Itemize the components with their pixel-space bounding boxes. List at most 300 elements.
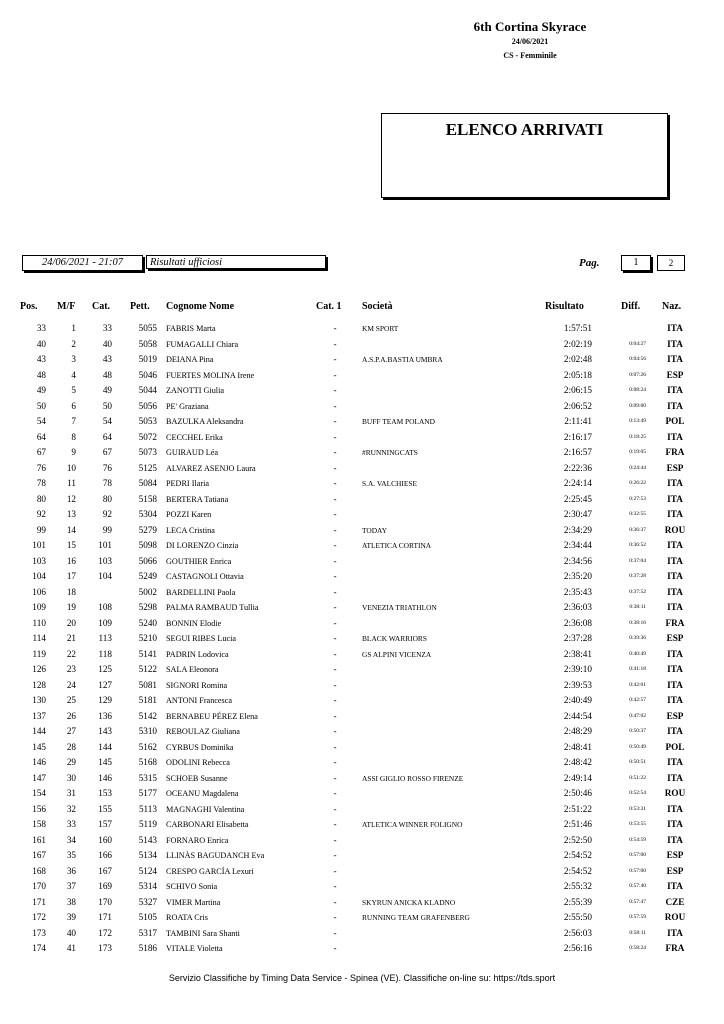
cell-risultato: 2:38:41 (563, 648, 592, 659)
table-row (0, 538, 724, 554)
cell-name: ANTONI Francesca (166, 696, 233, 705)
cell-pos: 168 (32, 865, 46, 876)
cell-pos: 48 (36, 369, 46, 380)
cell-cat: 104 (98, 571, 112, 581)
cell-name: DEIANA Pina (166, 355, 214, 364)
cell-pos: 64 (36, 431, 46, 442)
cell-cat1: - (333, 633, 337, 643)
cell-cat1: - (333, 400, 337, 411)
cell-pos: 126 (32, 664, 46, 674)
cell-diff: 0:36:37 (629, 526, 646, 533)
cell-mf: 27 (66, 726, 76, 736)
cell-pos: 156 (32, 803, 46, 814)
cell-naz: POL (665, 741, 685, 752)
cell-pett: 5125 (138, 462, 157, 473)
event-category: CS - Femminile (503, 51, 557, 60)
cell-cat: 155 (98, 803, 112, 814)
col-header-cat1: Cat. 1 (316, 301, 342, 312)
cell-diff: 0:24:44 (629, 464, 646, 471)
table-row (0, 554, 724, 570)
cell-pos: 130 (32, 695, 46, 705)
cell-pett: 5002 (138, 586, 157, 597)
cell-cat: 92 (102, 509, 112, 519)
cell-mf: 36 (66, 865, 76, 876)
table-row (0, 910, 724, 926)
cell-cat1: - (333, 354, 337, 364)
cell-cat1: - (333, 741, 337, 752)
cell-pett: 5055 (138, 323, 157, 333)
cell-cat1: - (333, 664, 337, 674)
page-number: 1 (621, 255, 651, 271)
cell-cat: 49 (102, 385, 112, 395)
cell-pos: 43 (36, 354, 46, 364)
table-row (0, 445, 724, 461)
cell-pos: 128 (32, 679, 46, 690)
cell-name: BAZULKA Aleksandra (166, 417, 244, 426)
cell-naz: ITA (667, 757, 683, 767)
cell-risultato: 2:24:14 (563, 478, 592, 488)
cell-naz: ROU (664, 788, 686, 798)
cell-diff: 0:38:16 (629, 619, 646, 626)
page-label: Pag. (579, 257, 600, 269)
cell-pett: 5124 (138, 865, 157, 876)
cell-mf: 14 (66, 524, 76, 535)
cell-risultato: 2:48:29 (563, 726, 592, 736)
cell-name: BARDELLINI Paola (166, 587, 236, 597)
cell-pett: 5168 (138, 757, 157, 767)
footer: Servizio Classifiche by Timing Data Service - Spinea (VE). Classifiche on-line su: https://tds.sport (168, 973, 556, 983)
cell-naz: ITA (667, 555, 683, 566)
cell-name: SALA Eleonora (166, 665, 219, 674)
cell-mf: 26 (66, 710, 76, 721)
cell-naz: ESP (666, 633, 684, 643)
cell-societa: RUNNING TEAM GRAFENBERG (362, 913, 470, 922)
table-row (0, 879, 724, 895)
cell-mf: 19 (66, 602, 76, 612)
cell-diff: 0:04:27 (629, 340, 646, 347)
cell-risultato: 2:34:44 (563, 540, 592, 550)
cell-cat: 171 (98, 912, 112, 922)
cell-naz: ESP (666, 462, 684, 473)
cell-risultato: 2:05:18 (563, 369, 592, 380)
cell-name: POZZI Karen (166, 510, 212, 519)
cell-pos: 114 (32, 633, 46, 643)
cell-cat1: - (333, 571, 337, 581)
cell-cat: 153 (98, 788, 112, 798)
cell-cat1: - (333, 912, 337, 922)
cell-name: LLINÀS BAGUDANCH Eva (166, 851, 265, 860)
cell-risultato: 2:54:52 (563, 865, 592, 876)
col-header-diff: Diff. (621, 301, 641, 312)
cell-pett: 5122 (138, 664, 157, 674)
cell-pett: 5186 (138, 943, 157, 953)
cell-mf: 12 (66, 493, 76, 504)
cell-name: REBOULAZ Giuliana (166, 727, 240, 736)
cell-naz: ITA (667, 323, 683, 333)
cell-pett: 5019 (138, 354, 157, 364)
cell-cat: 76 (102, 462, 112, 473)
cell-pett: 5073 (138, 447, 157, 457)
cell-societa: SKYRUN ANICKA KLADNO (362, 897, 456, 907)
cell-pos: 33 (36, 323, 46, 333)
cell-diff: 0:26:22 (629, 480, 646, 486)
cell-risultato: 2:48:42 (563, 757, 592, 767)
cell-diff: 0:18:25 (629, 433, 646, 440)
table-row (0, 941, 724, 957)
cell-naz: ITA (667, 493, 683, 504)
cell-naz: FRA (665, 447, 685, 457)
cell-pos: 146 (32, 757, 46, 767)
cell-mf: 39 (66, 912, 76, 922)
cell-pos: 104 (32, 571, 46, 581)
cell-pett: 5113 (138, 803, 157, 814)
cell-name: MAGNAGHI Valentina (166, 804, 245, 814)
cell-cat1: - (333, 509, 337, 519)
cell-name: ALVAREZ ASENJO Laura (166, 463, 256, 473)
cell-pos: 106 (32, 586, 46, 597)
cell-name: SEGUI RIBES Lucia (166, 634, 237, 643)
cell-diff: 0:51:22 (629, 774, 646, 781)
cell-risultato: 2:39:10 (563, 664, 592, 674)
cell-risultato: 2:36:08 (563, 617, 592, 628)
cell-risultato: 2:44:54 (563, 710, 592, 721)
cell-societa: KM SPORT (362, 324, 399, 333)
cell-cat: 173 (98, 943, 112, 953)
cell-mf: 28 (66, 741, 76, 752)
cell-societa: GS ALPINI VICENZA (362, 649, 432, 659)
cell-name: ROATA Cris (166, 913, 208, 922)
cell-mf: 20 (66, 617, 76, 628)
table-row (0, 414, 724, 430)
cell-naz: ITA (667, 602, 683, 612)
table-row (0, 895, 724, 911)
cell-mf: 38 (66, 896, 76, 907)
cell-diff: 0:53:31 (629, 805, 646, 812)
cell-mf: 18 (66, 586, 76, 597)
cell-diff: 0:04:56 (629, 356, 646, 362)
col-header-cat: Cat. (92, 301, 111, 312)
cell-cat1: - (333, 679, 337, 690)
cell-mf: 17 (66, 571, 76, 581)
cell-diff: 0:40:49 (629, 650, 646, 657)
cell-mf: 40 (66, 927, 76, 938)
cell-pos: 76 (36, 462, 46, 473)
cell-diff: 0:07:26 (629, 371, 646, 378)
cell-name: FORNARO Enrica (166, 835, 229, 845)
cell-mf: 3 (71, 354, 76, 364)
cell-diff: 0:54:59 (629, 836, 646, 843)
cell-name: SCHOEB Susanne (166, 773, 228, 783)
cell-mf: 8 (71, 431, 76, 442)
cell-diff: 0:08:24 (629, 387, 646, 393)
cell-risultato: 2:51:46 (563, 819, 592, 829)
cell-cat: 50 (102, 400, 112, 411)
cell-naz: ITA (667, 400, 683, 411)
cell-societa: BUFF TEAM POLAND (362, 417, 435, 426)
cell-cat: 129 (98, 695, 112, 705)
cell-cat: 172 (98, 927, 112, 938)
cell-pett: 5249 (138, 571, 157, 581)
cell-pos: 99 (36, 524, 46, 535)
cell-cat: 169 (98, 881, 112, 891)
cell-name: BERTERA Tatiana (166, 494, 229, 504)
cell-mf: 7 (71, 416, 76, 426)
cell-risultato: 2:06:15 (563, 385, 592, 395)
cell-cat1: - (333, 385, 337, 395)
cell-cat: 157 (98, 819, 112, 829)
cell-pett: 5105 (138, 912, 157, 922)
cell-diff: 0:37:52 (629, 588, 646, 595)
cell-mf: 13 (66, 509, 76, 519)
cell-risultato: 2:02:48 (563, 354, 592, 364)
cell-name: CASTAGNOLI Ottavia (166, 572, 244, 581)
cell-cat1: - (333, 803, 337, 814)
cell-mf: 10 (66, 462, 76, 473)
cell-cat: 144 (98, 741, 112, 752)
cell-pos: 145 (32, 741, 46, 752)
cell-risultato: 2:54:52 (563, 850, 592, 860)
cell-pett: 5142 (138, 710, 157, 721)
cell-risultato: 2:50:46 (563, 788, 592, 798)
elenco-title-box (381, 113, 668, 198)
cell-cat: 33 (102, 323, 112, 333)
elenco-title: ELENCO ARRIVATI (445, 120, 604, 139)
cell-cat1: - (333, 617, 337, 628)
cell-cat1: - (333, 850, 337, 860)
cell-naz: FRA (665, 943, 685, 953)
cell-pos: 173 (32, 927, 46, 938)
cell-mf: 25 (66, 695, 76, 705)
cell-mf: 32 (66, 803, 76, 814)
page-total: 2 (657, 255, 685, 271)
cell-pett: 5298 (138, 602, 157, 612)
cell-diff: 0:50:49 (629, 743, 646, 750)
cell-pos: 154 (32, 788, 46, 798)
cell-societa: TODAY (362, 525, 388, 535)
cell-pett: 5210 (138, 633, 157, 643)
cell-name: ODOLINI Rebecca (166, 758, 230, 767)
cell-pos: 172 (32, 912, 46, 922)
cell-mf: 30 (66, 772, 76, 783)
cell-cat1: - (333, 555, 337, 566)
cell-naz: POL (665, 416, 685, 426)
cell-mf: 24 (66, 679, 76, 690)
cell-cat: 40 (102, 338, 112, 349)
cell-risultato: 1:57:51 (563, 323, 592, 333)
cell-risultato: 2:16:57 (563, 447, 592, 457)
cell-cat1: - (333, 695, 337, 705)
cell-pett: 5066 (138, 555, 157, 566)
cell-societa: A.S.P.A.BASTIA UMBRA (362, 355, 443, 364)
cell-risultato: 2:55:50 (563, 912, 592, 922)
cell-name: DI LORENZO Cinzia (166, 541, 239, 550)
cell-societa: ATLETICA CORTINA (362, 541, 432, 550)
cell-name: PADRIN Lodovica (166, 649, 229, 659)
table-row (0, 399, 724, 415)
cell-mf: 35 (66, 850, 76, 860)
cell-cat1: - (333, 726, 337, 736)
cell-naz: ESP (666, 865, 684, 876)
cell-pett: 5304 (138, 509, 157, 519)
table-row (0, 755, 724, 771)
cell-diff: 0:38:11 (629, 604, 646, 610)
cell-cat1: - (333, 462, 337, 473)
cell-societa: #RUNNINGCATS (362, 448, 418, 457)
cell-name: PEDRI Ilaria (166, 479, 209, 488)
cell-cat: 99 (102, 524, 112, 535)
cell-mf: 15 (66, 540, 76, 550)
cell-pett: 5240 (138, 617, 157, 628)
cell-naz: ITA (667, 478, 683, 488)
table-row (0, 864, 724, 880)
event-title: 6th Cortina Skyrace (473, 19, 587, 34)
cell-cat: 113 (98, 633, 112, 643)
cell-cat: 108 (98, 602, 112, 612)
cell-naz: CZE (665, 896, 685, 907)
cell-name: ZANOTTI Giulia (166, 386, 224, 395)
cell-pos: 147 (32, 772, 46, 783)
table-row (0, 368, 724, 384)
cell-diff: 0:58:11 (629, 929, 646, 936)
cell-diff: 0:57:00 (629, 852, 646, 858)
cell-pett: 5072 (138, 431, 157, 442)
cell-pos: 101 (32, 540, 46, 550)
cell-pett: 5119 (138, 819, 157, 829)
cell-diff: 0:47:02 (629, 712, 646, 719)
table-row (0, 926, 724, 942)
cell-pett: 5310 (138, 726, 157, 736)
cell-pos: 40 (36, 338, 46, 349)
cell-cat1: - (333, 602, 337, 612)
cell-societa: ATLETICA WINNER FOLIGNO (362, 820, 463, 829)
cell-naz: ESP (666, 369, 684, 380)
cell-pett: 5143 (138, 834, 157, 845)
cell-cat1: - (333, 896, 337, 907)
cell-mf: 4 (71, 369, 76, 380)
table-row (0, 631, 724, 647)
table-row (0, 585, 724, 601)
cell-risultato: 2:56:16 (563, 943, 592, 953)
cell-risultato: 2:55:32 (563, 881, 592, 891)
cell-naz: ITA (667, 571, 683, 581)
cell-diff: 0:39:36 (629, 635, 646, 641)
cell-naz: ITA (667, 679, 683, 690)
cell-risultato: 2:39:53 (563, 679, 592, 690)
cell-naz: ESP (666, 710, 684, 721)
table-row (0, 321, 724, 337)
table-row (0, 647, 724, 663)
cell-societa: S.A. VALCHIESE (362, 479, 417, 488)
cell-diff: 0:57:59 (629, 914, 646, 920)
cell-pos: 137 (32, 710, 46, 721)
cell-naz: ROU (664, 524, 686, 535)
cell-pos: 170 (32, 881, 46, 891)
cell-pos: 174 (32, 943, 46, 953)
cell-diff: 0:57:00 (629, 867, 646, 874)
cell-name: SIGNORI Romina (166, 680, 228, 690)
cell-naz: ITA (667, 431, 683, 442)
cell-mf: 9 (71, 447, 76, 457)
cell-mf: 2 (71, 338, 76, 349)
cell-pos: 110 (32, 617, 46, 628)
cell-naz: ITA (667, 803, 683, 814)
cell-pett: 5177 (138, 788, 157, 798)
cell-name: CRESPO GARCÍA Lexuri (166, 866, 254, 876)
table-row (0, 662, 724, 678)
cell-risultato: 2:16:17 (563, 431, 592, 442)
cell-cat1: - (333, 710, 337, 721)
cell-pos: 109 (32, 602, 46, 612)
event-date: 24/06/2021 (511, 37, 549, 46)
cell-cat: 160 (98, 834, 112, 845)
col-header-name: Cognome Nome (166, 301, 235, 312)
cell-mf: 37 (66, 881, 76, 891)
cell-diff: 0:41:18 (629, 666, 646, 672)
cell-naz: ITA (667, 648, 683, 659)
cell-naz: ITA (667, 927, 683, 938)
cell-risultato: 2:34:29 (563, 524, 592, 535)
cell-naz: ITA (667, 540, 683, 550)
cell-pett: 5084 (138, 478, 157, 488)
cell-pos: 158 (32, 819, 46, 829)
cell-cat1: - (333, 819, 337, 829)
cell-mf: 23 (66, 664, 76, 674)
cell-cat1: - (333, 431, 337, 442)
cell-name: FABRIS Marta (166, 324, 216, 333)
cell-cat1: - (333, 772, 337, 783)
cell-cat1: - (333, 865, 337, 876)
cell-risultato: 2:48:41 (563, 741, 592, 752)
cell-name: LECA Cristina (166, 525, 215, 535)
cell-cat: 170 (98, 896, 112, 907)
cell-cat1: - (333, 648, 337, 659)
cell-diff: 0:36:52 (629, 542, 646, 548)
cell-cat1: - (333, 524, 337, 535)
cell-risultato: 2:51:22 (563, 803, 592, 814)
cell-cat1: - (333, 586, 337, 597)
cell-cat: 136 (98, 710, 112, 721)
cell-naz: ITA (667, 664, 683, 674)
cell-cat: 118 (98, 648, 112, 659)
table-row (0, 724, 724, 740)
cell-name: OCEANU Magdalena (166, 789, 239, 798)
cell-risultato: 2:40:49 (563, 695, 592, 705)
cell-name: PE' Graziana (166, 401, 209, 411)
cell-pos: 171 (32, 896, 46, 907)
cell-pett: 5053 (138, 416, 157, 426)
cell-name: TAMBINI Sara Shanti (166, 928, 240, 938)
cell-cat: 145 (98, 757, 112, 767)
cell-risultato: 2:36:03 (563, 602, 592, 612)
cell-name: BERNABEU PÉREZ Elena (166, 711, 258, 721)
cell-risultato: 2:35:20 (563, 571, 592, 581)
cell-cat1: - (333, 338, 337, 349)
cell-risultato: 2:37:28 (563, 633, 592, 643)
cell-pos: 144 (32, 726, 46, 736)
cell-naz: ITA (667, 509, 683, 519)
cell-risultato: 2:30:47 (563, 509, 592, 519)
table-row (0, 678, 724, 694)
cell-name: SCHIVO Sonia (166, 882, 218, 891)
cell-naz: ITA (667, 881, 683, 891)
col-header-societa: Società (362, 301, 393, 312)
cell-pos: 161 (32, 834, 46, 845)
cell-cat1: - (333, 788, 337, 798)
cell-risultato: 2:56:03 (563, 927, 592, 938)
cell-pett: 5317 (138, 927, 157, 938)
table-row (0, 352, 724, 368)
table-row (0, 507, 724, 523)
